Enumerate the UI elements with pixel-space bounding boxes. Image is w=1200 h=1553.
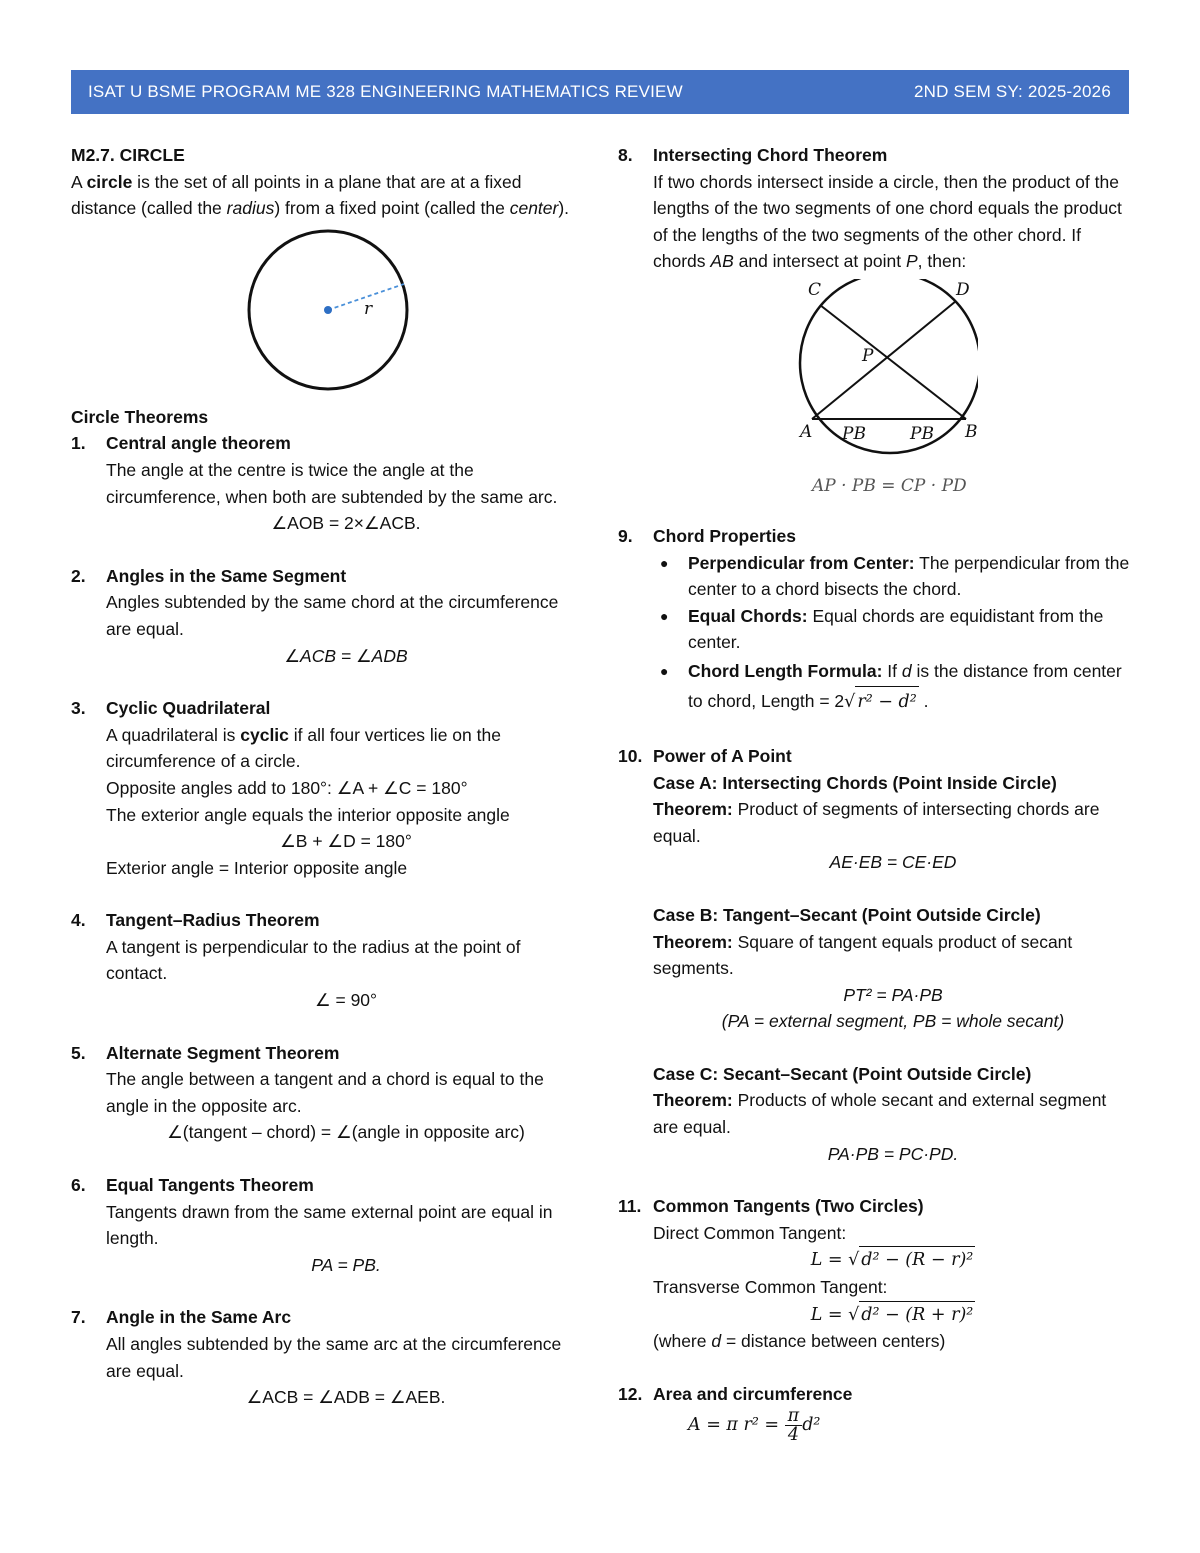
case-c-formula: PA·PB = PC·PD. (827, 1143, 959, 1164)
label-p: P (862, 345, 874, 366)
label-pb-2: PB (910, 423, 934, 444)
theorem-11-title: Common Tangents (Two Circles) (653, 1196, 924, 1217)
theorem-6-title: Equal Tangents Theorem (106, 1175, 314, 1196)
theorem-7: 7. Angle in the Same Arc All angles subtended by the same arc at the circumference are equal. ∠ACB = ∠ADB = ∠AEB. (71, 1304, 586, 1410)
theorem-9-title: Chord Properties (653, 525, 796, 546)
label-d: D (956, 279, 970, 300)
left-column (71, 142, 586, 1411)
header-semester: 2ND SEM SY: 2025-2026 (914, 82, 1111, 101)
theorem-7-formula: ∠ACB = ∠ADB = ∠AEB. (246, 1387, 446, 1408)
page-header (71, 70, 1129, 114)
theorems-heading: Circle Theorems (71, 406, 209, 427)
theorem-5: 5. Alternate Segment Theorem The angle between a tangent and a chord is equal to the angle in the opposite arc. ∠(tangent – chord) = ∠(angle in opposite arc) (71, 1040, 586, 1146)
radius-label: r (364, 298, 373, 319)
theorem-9: 9. Chord Properties ● Perpendicular from Center: The perpendicular from the center to a chord bisects the chord. ● Equal Chords: Equal chords are equidistant from the center. ● Chord Length Formula: If d is the distance from center to chord, Length = 2√ r² − d² . (618, 523, 1133, 717)
theorem-6-formula: PA = PB. (311, 1254, 381, 1275)
chord-formula: AP · PB = CP · PD (812, 475, 967, 496)
theorem-8: 8. Intersecting Chord Theorem If two chords intersect inside a circle, then the product of the lengths of the two segments of one chord equals the product of the lengths of the two segments of the other chord. If chords AB and intersect at point P, then: (618, 142, 1133, 275)
theorem-3: 3. Cyclic Quadrilateral A quadrilateral is cyclic if all four vertices lie on the circumference of a circle. Opposite angles add to 180°: ∠A + ∠C = 180° The exterior angle equals the interior opposite angle ∠B + ∠D = 180° Exterior angle = Interior opposite angle (71, 695, 586, 881)
transverse-tangent-formula: L = √ d² − (R + r)² (653, 1301, 1133, 1329)
direct-tangent-formula: L = √ d² − (R − r)² (653, 1246, 1133, 1274)
theorem-10-title: Power of A Point (653, 745, 792, 766)
theorem-5-title: Alternate Segment Theorem (106, 1042, 340, 1063)
chord-properties-list (653, 550, 1133, 717)
chord-cb (820, 305, 966, 419)
theorem-4-formula: ∠ = 90° (314, 990, 378, 1011)
list-item: ● Perpendicular from Center: The perpendicular from the center to a chord bisects the chord. (660, 552, 1130, 600)
theorem-5-formula: ∠(tangent – chord) = ∠(angle in opposite arc) (167, 1122, 525, 1143)
circle-radius-figure (246, 228, 416, 398)
case-a-formula: AE·EB = CE·ED (829, 852, 957, 873)
theorem-11: 11. Common Tangents (Two Circles) Direct Common Tangent: L = √ d² − (R − r)² Transverse Common Tangent: L = √ d² − (R + r)² (where d = distance between centers) (618, 1193, 1133, 1355)
theorem-1-formula: ∠AOB = 2×∠ACB. (271, 513, 421, 534)
list-item: ● Equal Chords: Equal chords are equidistant from the center. (660, 605, 1104, 653)
theorem-2: 2. Angles in the Same Segment Angles subtended by the same chord at the circumference are equal. ∠ACB = ∠ADB (71, 563, 586, 669)
area-formula: A = π r² = $\frac{\pi}{4}$ d² (688, 1406, 821, 1446)
theorem-12-title: Area and circumference (653, 1383, 853, 1404)
list-item: ● Chord Length Formula: If d is the distance from center to chord, Length = 2√ r² − d² . (688, 656, 1133, 717)
theorem-7-title: Angle in the Same Arc (106, 1307, 292, 1328)
intersecting-chords-figure (768, 279, 978, 507)
label-b: B (965, 421, 978, 442)
theorem-8-title: Intersecting Chord Theorem (653, 145, 888, 165)
theorem-1: 1. Central angle theorem The angle at the centre is twice the angle at the circumference, when both are subtended by the same arc. ∠AOB = 2×∠ACB. (71, 430, 586, 536)
theorem-1-title: Central angle theorem (106, 433, 291, 454)
theorem-3-formula: ∠B + ∠D = 180° (280, 831, 412, 852)
circle-definition: A circle is the set of all points in a plane that are at a fixed distance (called the radius) from a fixed point (called the center). (71, 171, 570, 219)
right-column (618, 142, 1133, 1444)
theorem-4: 4. Tangent–Radius Theorem A tangent is perpendicular to the radius at the point of contact. ∠ = 90° (71, 907, 586, 1013)
label-c: C (808, 279, 822, 300)
section-title: M2.7. CIRCLE (71, 145, 185, 165)
label-a: A (800, 421, 813, 442)
chord-da (812, 301, 956, 419)
center-point (324, 306, 332, 314)
theorem-10: 10. Power of A Point Case A: Intersecting Chords (Point Inside Circle) Theorem: Product of segments of intersecting chords are equal. AE·EB = CE·ED Case B: Tangent–Secant (Point Outside Circle) Theorem: Square of tangent equals product of secant segments. PT² = PA·PB (PA = external segment, PB = whole secant) Case C: Secant–Secant (Point Outside Circle) Theorem: Products of whole secant and external segment are equal. PA·PB = PC·PD. (618, 743, 1133, 1167)
header-course-title: ISAT U BSME PROGRAM ME 328 ENGINEERING MATHEMATICS REVIEW (88, 82, 683, 101)
theorem-2-title: Angles in the Same Segment (106, 565, 347, 586)
theorem-12: 12. Area and circumference A = π r² = $\frac{\pi}{4}$ d² (618, 1381, 1133, 1445)
theorem-4-title: Tangent–Radius Theorem (106, 910, 320, 931)
case-b-note: (PA = external segment, PB = whole secant) (721, 1011, 1065, 1032)
label-pb-1: PB (842, 423, 866, 444)
theorem-2-formula: ∠ACB = ∠ADB (284, 645, 408, 666)
theorem-6: 6. Equal Tangents Theorem Tangents drawn from the same external point are equal in length. PA = PB. (71, 1172, 586, 1278)
case-b-formula: PT² = PA·PB (843, 984, 943, 1005)
theorem-3-title: Cyclic Quadrilateral (106, 698, 271, 719)
